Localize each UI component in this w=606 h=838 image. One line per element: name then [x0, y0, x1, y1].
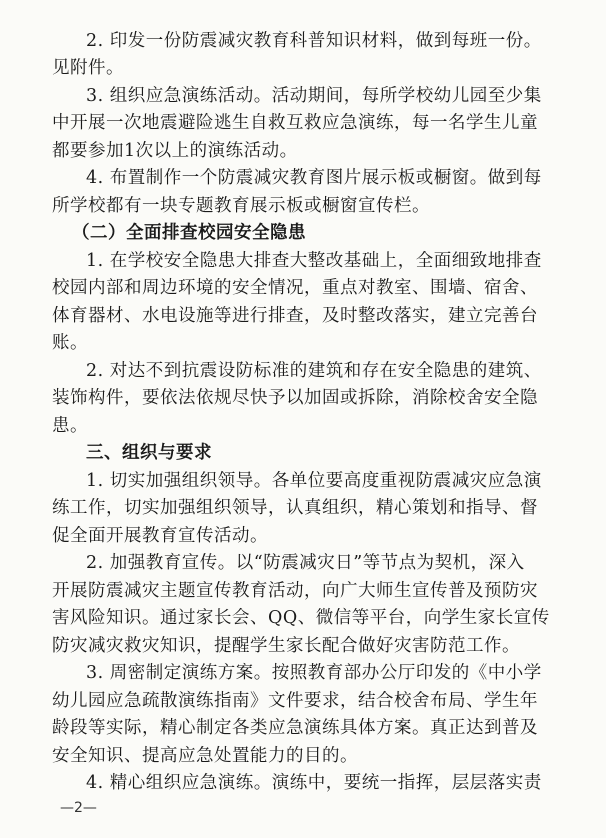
- text-line: 开展防震减灾主题宣传教育活动，向广大师生宣传普及预防灾: [52, 580, 538, 601]
- text-line: 见附件。: [52, 58, 124, 79]
- text-line: 幼儿园应急疏散演练指南》文件要求，结合校舍布局、学生年: [52, 690, 538, 711]
- text-line: 4. 精心组织应急演练。演练中，要统一指挥，层层落实责: [86, 773, 542, 793]
- text-line: 1. 切实加强组织领导。各单位要高度重视防震减灾应急演: [86, 470, 542, 491]
- section-heading: 三、组织与要求: [86, 443, 212, 464]
- section-subheading: （二）全面排查校园安全隐患: [72, 223, 306, 244]
- text-line: 龄段等实际，精心制定各类应急演练具体方案。真正达到普及: [52, 718, 538, 739]
- text-line: 安全知识、提高应急处置能力的目的。: [52, 745, 358, 766]
- text-line: 患。: [52, 415, 88, 436]
- text-line: 中开展一次地震避险逃生自救互救应急演练，每一名学生儿童: [52, 113, 538, 134]
- text-line: 3. 周密制定演练方案。按照教育部办公厅印发的《中小学: [86, 663, 542, 684]
- text-line: 2. 加强教育宣传。以“防震减灾日”等节点为契机，深入: [86, 553, 525, 574]
- text-line: 3. 组织应急演练活动。活动期间，每所学校幼儿园至少集: [86, 85, 542, 106]
- text-line: 4. 布置制作一个防震减灾教育图片展示板或橱窗。做到每: [86, 168, 542, 189]
- text-line: 1. 在学校安全隐患大排查大整改基础上，全面细致地排查: [86, 250, 542, 271]
- text-line: 防灾减灾救灾知识，提醒学生家长配合做好灾害防范工作。: [52, 635, 520, 656]
- text-line: 练工作，切实加强组织领导，认真组织，精心策划和指导、督: [52, 498, 538, 519]
- text-line: 账。: [52, 333, 88, 354]
- text-line: 装饰构件，要依法依规尽快予以加固或拆除，消除校舍安全隐: [52, 388, 538, 409]
- text-line: 所学校都有一块专题教育展示板或橱窗宣传栏。: [52, 195, 430, 216]
- text-line: 害风险知识。通过家长会、QQ、微信等平台，向学生家长宣传: [52, 608, 550, 629]
- page-number: —2—: [60, 800, 97, 816]
- text-line: 2. 印发一份防震减灾教育科普知识材料，做到每班一份。: [86, 31, 542, 51]
- text-line: 校园内部和周边环境的安全情况，重点对教室、围墙、宿舍、: [52, 278, 538, 299]
- text-line: 体育器材、水电设施等进行排查，及时整改落实，建立完善台: [52, 305, 538, 326]
- text-line: 促全面开展教育宣传活动。: [52, 525, 268, 546]
- text-line: 都要参加1次以上的演练活动。: [52, 140, 298, 161]
- text-line: 2. 对达不到抗震设防标准的建筑和存在安全隐患的建筑、: [86, 360, 542, 381]
